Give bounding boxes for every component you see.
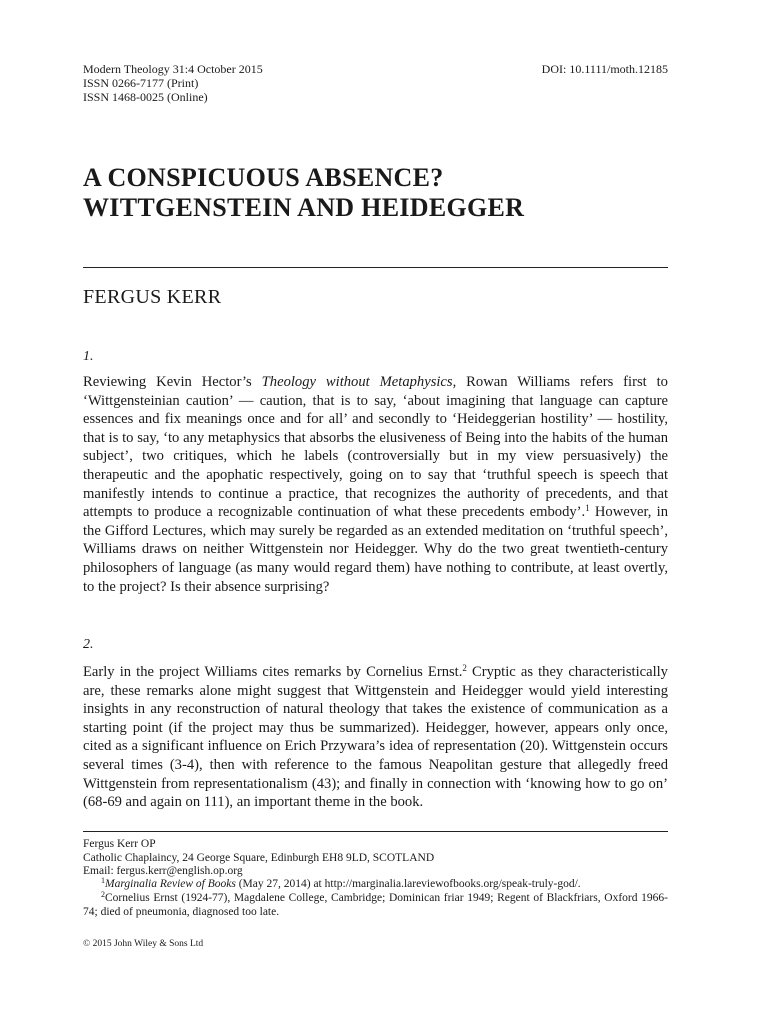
correspondence-address: Catholic Chaplaincy, 24 George Square, Edinburgh EH8 9LD, SCOTLAND	[83, 851, 435, 864]
title-line-1: A CONSPICUOUS ABSENCE?	[83, 163, 444, 192]
footnote-1-title: Marginalia Review of Books	[105, 878, 236, 890]
footnote-ref-1[interactable]: 1	[585, 503, 590, 514]
correspondence-name: Fergus Kerr OP	[83, 838, 156, 850]
title-line-2: WITTGENSTEIN AND HEIDEGGER	[83, 193, 525, 222]
book-title: Theology without Metaphysics	[261, 374, 453, 390]
para2-text-a: Early in the project Williams cites remarks by Cornelius Ernst.	[83, 664, 463, 680]
article-title	[83, 163, 668, 223]
doi: DOI: 10.1111/moth.12185	[541, 62, 668, 76]
footnote-2-number: 2	[101, 890, 105, 899]
section-2-paragraph	[83, 663, 668, 812]
footnote-1	[83, 878, 668, 892]
section-number-1: 1.	[83, 349, 94, 364]
journal-line: Modern Theology 31:4 October 2015	[83, 62, 263, 76]
footnote-1-number: 1	[101, 876, 105, 885]
copyright-notice: © 2015 John Wiley & Sons Ltd	[83, 939, 204, 949]
correspondence-email[interactable]: Email: fergus.kerr@english.op.org	[83, 865, 243, 877]
para2-text-b: Cryptic as they characteristically are, these remarks alone might suggest that Wittgenstein and Heidegger would yield interesting insights in any reconstruction of natural theology that takes the existence of communication as a starting point (if the project may thus be summarized). Heidegger, however, appears only once, cited as a significant influence on Erich Przywara’s idea of representation (20). Wittgenstein occurs several times (3-4), then with reference to the famous Neapolitan gesture that allegedly freed Wittgenstein from representationalism (43); and finally in connection with ‘knowing how to go on’ (68-69 and again on 111), an important theme in the book.	[83, 664, 668, 811]
footnote-2-text: Cornelius Ernst (1924-77), Magdalene College, Cambridge; Dominican friar 1949; Regent of Blackfriars, Oxford 1966-74; died of pneumonia, diagnosed too late.	[83, 892, 668, 918]
footnote-2	[83, 892, 668, 919]
footnote-ref-2[interactable]: 2	[462, 663, 467, 673]
section-1-paragraph	[83, 373, 668, 596]
para1-text-a: Reviewing Kevin Hector’s	[83, 374, 262, 390]
author-name: FERGUS KERR	[83, 286, 222, 308]
journal-header	[83, 62, 668, 104]
issn-online: ISSN 1468-0025 (Online)	[83, 90, 208, 104]
footnote-divider	[83, 831, 668, 832]
section-number-2: 2.	[83, 637, 94, 652]
para1-text-c: However, in the Gifford Lectures, which may surely be regarded as an extended meditation on ‘truthful speech’, Williams draws on neither Wittgenstein nor Heidegger. Why do the two great twentieth-century philosophers of language (as many would regard them) have nothing to contribute, at least overtly, to the project? Is their absence surprising?	[83, 504, 668, 595]
footnote-1-text[interactable]: (May 27, 2014) at http://marginalia.lareviewofbooks.org/speak-truly-god/.	[235, 878, 581, 890]
title-divider	[83, 267, 668, 268]
para1-text-b: , Rowan Williams refers first to ‘Wittgensteinian caution’ — caution, that is to say, ‘about imagining that language can capture essences and fix meanings once and for all’ and secondly to ‘Heideggerian hostility’ — hostility, that is to say, ‘to any metaphysics that absorbs the elusiveness of Being into the habits of the human subject’, two critiques, which he labels (controversially but in my view persuasively) the therapeutic and the apophatic respectively, going on to say that ‘truthful speech is speech that manifestly intends to continue a practice, that recognizes the authority of precedents, and that attempts to produce a recognizable continuation of what these precedents embody’.	[83, 374, 668, 521]
issn-print: ISSN 0266-7177 (Print)	[83, 76, 199, 90]
correspondence-block	[83, 838, 668, 879]
